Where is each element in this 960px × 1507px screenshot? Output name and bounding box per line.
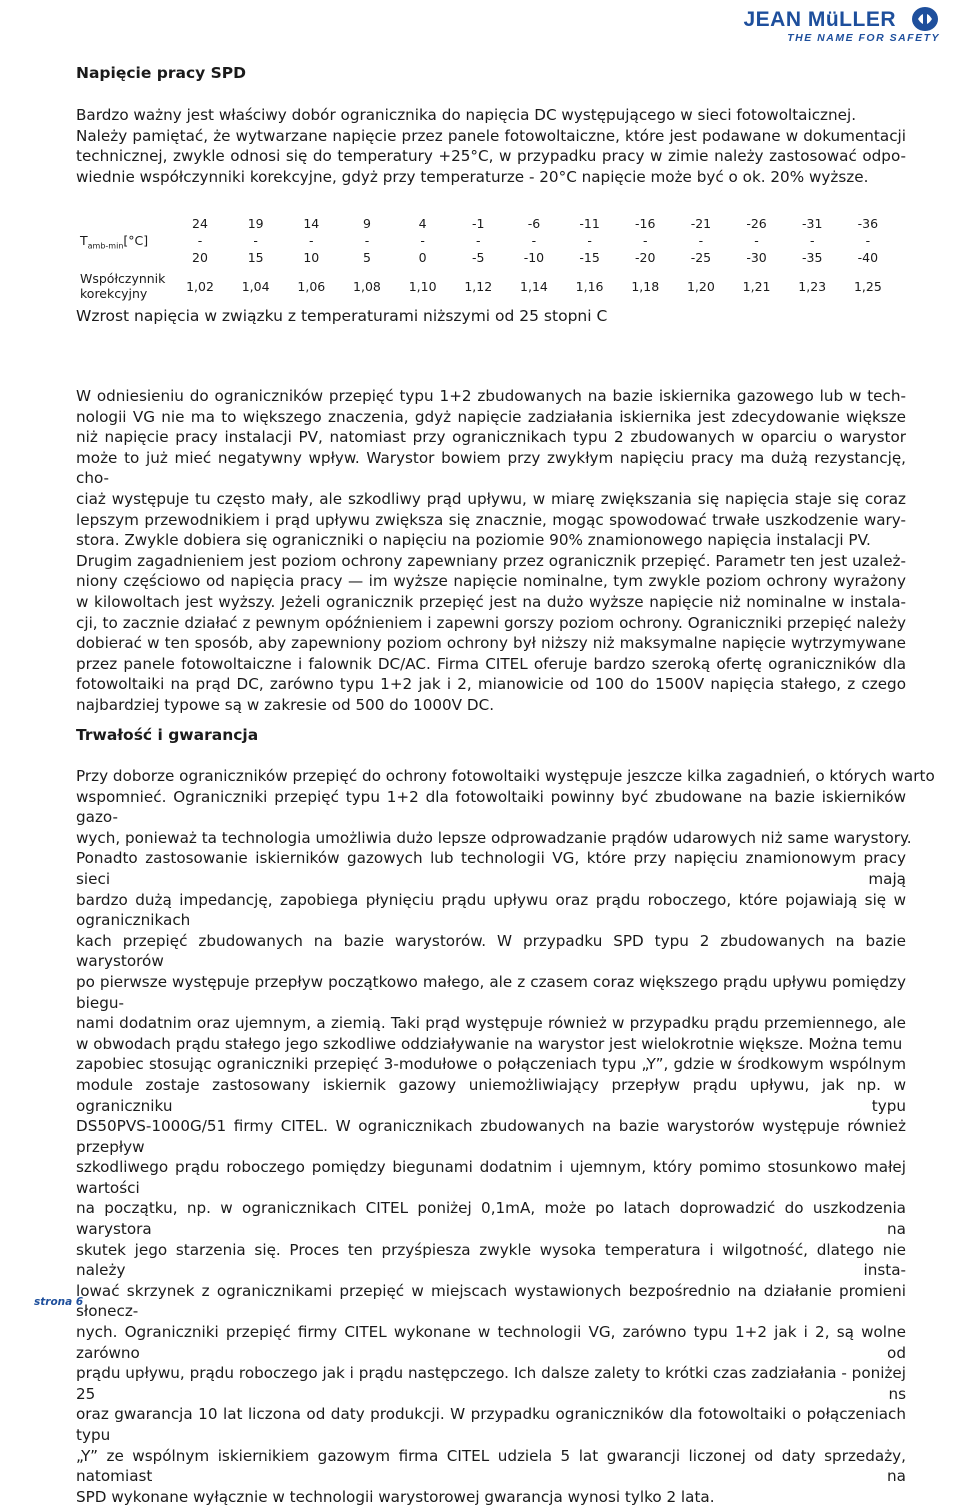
temperature-label-subscript: amb-min — [87, 241, 124, 251]
paragraph-line: nych. Ograniczniki przepięć firmy CITEL wykonane w technologii VG, zarówno typu 1+2 jak i 2, są wolne zarówno od — [76, 1323, 906, 1362]
paragraph-line: fotowoltaiki na prąd DC, zarówno typu 1+2 jak i 2, mianowicie od 100 do 1500V napięcia stałego, z czego — [76, 675, 906, 694]
paragraph-line: bardzo dużą impedancję, zapobiega płynięciu prądu upływu oraz prądu roboczego, które pojawiają się w ogranicznikach — [76, 890, 906, 930]
paragraph-line: dobierać w ten sposób, aby zapewniony poziom ochrony był niższy niż maksymalne napięcie wytrzymywane — [76, 634, 906, 653]
paragraph-line: „Y” ze wspólnym iskiernikiem gazowym firma CITEL udziela 5 lat gwarancji liczonej od daty sprzedaży, natomiast na — [76, 1446, 906, 1486]
correction-factor-table — [76, 215, 888, 307]
table-caption: Wzrost napięcia w związku z temperaturami niższymi od 25 stopni C — [76, 307, 608, 325]
paragraph-line: może to już mieć negatywny wpływ. Warystor bowiem przy zwykłym napięciu pracy ma dużą rezystancję, cho- — [76, 448, 906, 488]
temperature-range-cell — [792, 215, 832, 266]
paragraph-line: technicznej, zwykle odnosi się do temperatury +25°C, w przypadku pracy w zimie należy zastosować odpo- — [76, 147, 906, 166]
temperature-range-part: -35 — [802, 250, 823, 265]
paragraph-line: w obwodach prądu stałego jego szkodliwe oddziaływanie na warystor jest wielokrotnie większe. Można temu — [76, 1034, 903, 1053]
paragraph-line: wych, ponieważ ta technologia umożliwia dużo lepsze odprowadzanie prądów udarowych niż same warystory. — [76, 828, 912, 847]
paragraph-line: kach przepięć zbudowanych na bazie warystorów. W przypadku SPD typu 2 zbudowanych na bazie warystorów — [76, 931, 906, 971]
intro-paragraph — [76, 105, 906, 187]
section-heading-voltage: Napięcie pracy SPD — [76, 64, 247, 82]
temperature-range-part: -20 — [635, 250, 656, 265]
temperature-range-cell — [848, 215, 888, 266]
temperature-range-cell — [291, 215, 331, 266]
coefficient-values — [180, 279, 888, 294]
section-heading-durability: Trwałość i gwarancja — [76, 726, 259, 744]
temperature-range-part: 10 — [303, 250, 320, 265]
temperature-range-part: -10 — [523, 250, 545, 265]
temperature-range-cell — [180, 215, 220, 266]
varistor-paragraph — [76, 386, 906, 716]
temperature-range-part: -40 — [857, 250, 879, 265]
paragraph-line: skutek jego starzenia się. Proces ten przyśpiesza zwykle wysoka temperatura i wilgotność, dlatego nie należy insta- — [76, 1240, 906, 1280]
paragraph-line: wspomnieć. Ograniczniki przepięć typu 1+2 dla fotowoltaiki powinny być zbudowane na bazie iskierników gazo- — [76, 787, 906, 827]
temperature-row — [76, 215, 888, 267]
paragraph-line: lować skrzynek z ogranicznikami przepięć w miejscach wystawionych bezpośrednio na działanie promieni słonecz- — [76, 1281, 906, 1321]
coefficient-value: 1,21 — [742, 279, 771, 294]
temperature-label: $T_{amb-min}[^\circ C]$ — [80, 233, 149, 251]
temperature-range-cell — [403, 215, 443, 266]
brand-tagline: THE NAME FOR SAFETY — [787, 32, 940, 44]
coefficient-value: 1,23 — [798, 279, 827, 294]
temperature-range-part: - — [809, 233, 815, 248]
paragraph-line: prądu upływu, prądu roboczego jak i prądu następczego. Ich dalsze zalety to krótki czas zadziałania - poniżej 25 ns — [76, 1364, 906, 1403]
temperature-range-part: - — [253, 233, 258, 248]
temperature-range-part: 19 — [247, 216, 264, 231]
coefficient-row — [76, 271, 888, 307]
temperature-range-part: 14 — [303, 216, 320, 231]
temperature-range-part: - — [587, 233, 592, 248]
coefficient-value: 1,06 — [297, 279, 326, 294]
paragraph-line: wiednie współczynniki korekcyjne, gdyż przy temperaturze - 20°C napięcie może być o ok. 20% wyższe. — [76, 167, 869, 186]
temperature-range-part: -30 — [746, 250, 767, 265]
paragraph-line: najbardziej typowe są w zakresie od 500 do 1000V DC. — [76, 695, 495, 714]
paragraph-line: szkodliwego prądu roboczego pomiędzy biegunami dodatnim i ujemnym, który pomimo stosunkowo małej wartości — [76, 1158, 906, 1197]
temperature-range-part: - — [364, 233, 370, 248]
paragraph-line: Przy doborze ograniczników przepięć do ochrony fotowoltaiki występuje jeszcze kilka zagadnień, o których warto — [76, 767, 935, 785]
temperature-range-part: - — [476, 233, 481, 248]
temperature-ranges — [180, 215, 888, 266]
temperature-range-part: - — [309, 233, 314, 248]
temperature-range-part: 9 — [362, 216, 371, 231]
temperature-range-part: -25 — [690, 250, 712, 265]
paragraph-line: stora. Zwykle dobiera się ograniczniki o napięciu na poziomie 90% znamionowego napięcia instalacji PV. — [76, 531, 871, 550]
paragraph-line: SPD wykonane wyłącznie w technologii warystorowej gwarancja wynosi tylko 2 lata. — [76, 1487, 715, 1506]
paragraph-line: W odniesieniu do ograniczników przepięć typu 1+2 zbudowanych na bazie iskiernika gazowego lub w tech- — [76, 387, 906, 405]
temperature-range-part: -21 — [690, 216, 712, 231]
brand-logo — [743, 6, 940, 46]
paragraph-line: module zostaje zastosowany iskiernik gazowy uniemożliwiający przepływ prądu upływu, jak np. w ograniczniku typu — [76, 1075, 906, 1115]
temperature-range-cell — [458, 215, 498, 266]
temperature-range-part: - — [420, 233, 425, 248]
coefficient-value: 1,02 — [186, 279, 214, 294]
coefficient-value: 1,08 — [353, 279, 381, 294]
temperature-range-part: -31 — [802, 216, 823, 231]
paragraph-line: po pierwsze występuje przepływ początkowo małego, ale z czasem coraz większego prądu upływu pomiędzy biegu- — [76, 972, 906, 1012]
temperature-range-part: -16 — [635, 216, 656, 231]
temperature-range-part: - — [865, 233, 871, 248]
temperature-range-part: - — [531, 233, 537, 248]
temperature-range-part: 5 — [362, 250, 371, 265]
paragraph-line: w kilowoltach jest wyższy. Jeżeli ogranicznik przepięć jest na dużo wyższe napięcie niż nominalne w instala- — [76, 592, 906, 611]
paragraph-line: lepszym przewodnikiem i prąd upływu zwiększa się znacznie, mogąc spowodować trwałe uszkodzenie wary- — [76, 510, 906, 529]
temperature-range-cell — [514, 215, 554, 266]
paragraph-line: Należy pamiętać, że wytwarzane napięcie przez panele fotowoltaiczne, które jest podawane w dokumentacji — [76, 126, 906, 145]
temperature-range-part: 15 — [247, 250, 264, 265]
temperature-range-part: - — [754, 233, 759, 248]
coefficient-value: 1,14 — [520, 279, 548, 294]
paragraph-line: nami dodatnim oraz ujemnym, a ziemią. Taki prąd występuje również w przypadku prądu przemiennego, ale — [76, 1014, 906, 1033]
temperature-range-cell — [625, 215, 665, 266]
page-number: strona 6 — [34, 1296, 84, 1308]
coefficient-value: 1,12 — [464, 279, 493, 294]
paragraph-line: cji, to zacznie działać z pewnym opóźnieniem i zapewni gorszy poziom ochrony. Ograniczniki przepięć należy — [76, 613, 906, 632]
paragraph-line: Bardzo ważny jest właściwy dobór ogranicznika do napięcia DC występującego w sieci fotowoltaicznej. — [76, 106, 857, 124]
coefficient-value: 1,10 — [408, 279, 437, 294]
coefficient-value: 1,16 — [575, 279, 604, 294]
paragraph-line: Ponadto zastosowanie iskierników gazowych lub technologii VG, które przy napięciu znamionowym pracy sieci mają — [76, 849, 906, 888]
temperature-range-part: 24 — [192, 216, 208, 231]
paragraph-line: niż napięcie pracy instalacji PV, natomiast przy ogranicznikach typu 2 zbudowanych w oparciu o warystor — [76, 428, 906, 447]
temperature-range-cell — [347, 215, 387, 266]
brand-emblem-icon — [910, 6, 940, 32]
temperature-range-part: 0 — [418, 250, 427, 265]
temperature-range-part: -5 — [472, 250, 485, 265]
temperature-range-part: - — [642, 233, 648, 248]
temperature-range-part: -6 — [527, 216, 541, 231]
temperature-range-part: - — [698, 233, 704, 248]
coefficient-value: 1,20 — [686, 279, 715, 294]
temperature-range-part: -1 — [472, 216, 485, 231]
temperature-range-cell — [737, 215, 777, 266]
coefficient-label: Współczynnik korekcyjny — [80, 271, 166, 301]
temperature-range-cell — [570, 215, 610, 266]
temperature-range-part: -15 — [579, 250, 600, 265]
paragraph-line: ciaż występuje tu często mały, ale szkodliwy prąd upływu, w miarę zwiększania się napięcia staje się coraz — [76, 489, 906, 508]
temperature-range-cell — [681, 215, 721, 266]
temperature-range-part: -26 — [746, 216, 767, 231]
temperature-range-part: - — [197, 233, 203, 248]
paragraph-line: Drugim zagadnieniem jest poziom ochrony zapewniany przez ogranicznik przepięć. Parametr ten jest uzależ- — [76, 551, 906, 570]
paragraph-line: na początku, np. w ogranicznikach CITEL poniżej 0,1mA, może po latach doprowadzić do uszkodzenia warystora na — [76, 1199, 906, 1239]
temperature-range-part: -36 — [857, 216, 879, 231]
paragraph-line: DS50PVS-1000G/51 firmy CITEL. W ogranicznikach zbudowanych na bazie warystorów występuje również przepływ — [76, 1117, 906, 1156]
brand-name: JEAN MüLLER — [743, 8, 896, 31]
paragraph-line: oraz gwarancja 10 lat liczona od daty produkcji. W przypadku ograniczników dla fotowoltaiki o połączeniach typu — [76, 1405, 906, 1444]
paragraph-line: zapobiec stosując ograniczniki przepięć 3-modułowe o połączeniach typu „Y”, gdzie w środkowym wspólnym — [76, 1055, 906, 1074]
coefficient-value: 1,04 — [241, 279, 270, 294]
paragraph-line: niony częściowo od napięcia pracy — im wyższe napięcie nominalne, tym zwykle poziom ochrony wyrażony — [76, 572, 906, 591]
temperature-range-part: 20 — [192, 250, 208, 265]
durability-paragraph — [76, 766, 935, 1507]
paragraph-line: przez panele fotowoltaiczne i falownik DC/AC. Firma CITEL oferuje bardzo szeroką ofertę ograniczników dla — [76, 654, 906, 673]
coefficient-value: 1,18 — [631, 279, 660, 294]
temperature-range-part: -11 — [579, 216, 600, 231]
temperature-range-part: 4 — [418, 216, 427, 231]
paragraph-line: nologii VG nie ma to większego znaczenia, gdyż napięcie zadziałania iskiernika jest zdecydowanie większe — [76, 407, 906, 426]
temperature-range-cell — [236, 215, 276, 266]
coefficient-value: 1,25 — [853, 279, 882, 294]
